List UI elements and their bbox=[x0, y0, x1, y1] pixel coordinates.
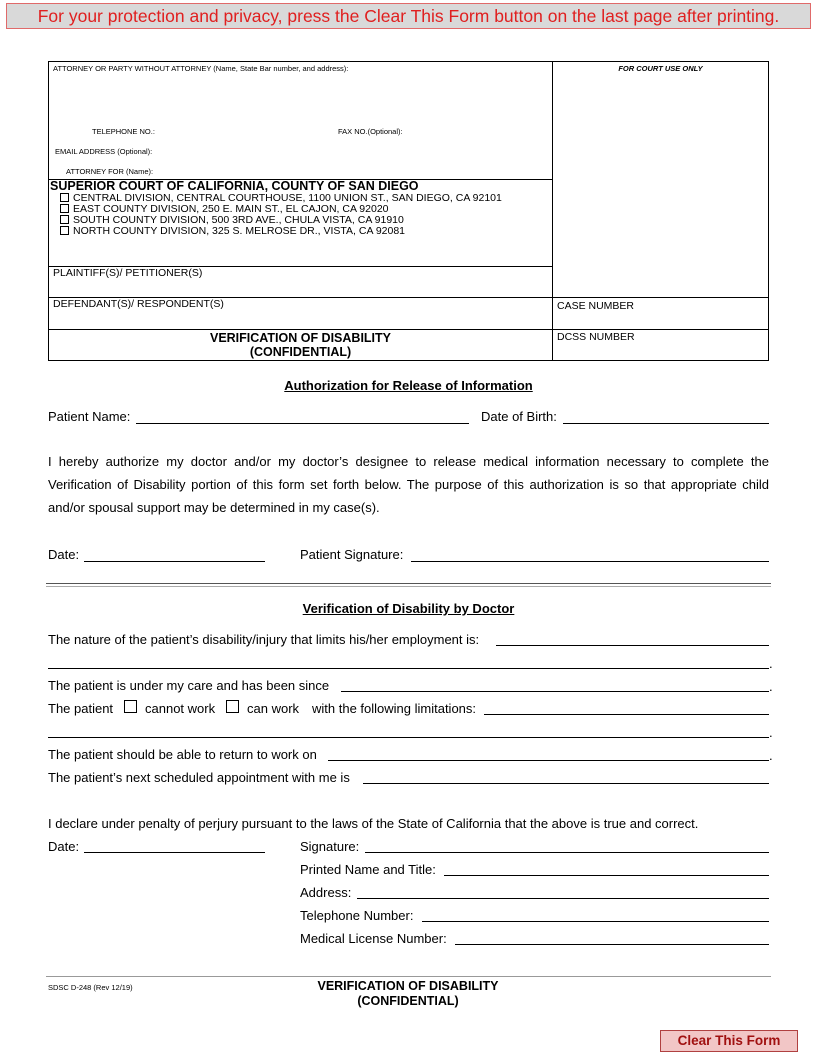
auth-date-input[interactable] bbox=[84, 561, 265, 562]
limitations-input[interactable] bbox=[484, 714, 769, 715]
nature-label: The nature of the patient’s disability/injury that limits his/her employment is: bbox=[48, 632, 480, 647]
division-south[interactable]: SOUTH COUNTY DIVISION, 500 3RD AVE., CHULA VISTA, CA 91910 bbox=[60, 215, 502, 226]
attorney-label: ATTORNEY OR PARTY WITHOUT ATTORNEY (Name, State Bar number, and address): bbox=[53, 64, 349, 73]
footer-title: VERIFICATION OF DISABILITY (CONFIDENTIAL) bbox=[317, 979, 499, 1008]
patient-name-input[interactable] bbox=[136, 423, 469, 424]
patient-signature-input[interactable] bbox=[411, 561, 769, 562]
can-work-label: can work bbox=[247, 701, 300, 716]
return-label: The patient should be able to return to work on bbox=[48, 747, 317, 762]
dob-input[interactable] bbox=[563, 423, 769, 424]
checkbox[interactable] bbox=[60, 215, 69, 224]
attorney-box[interactable] bbox=[48, 61, 553, 180]
division-north[interactable]: NORTH COUNTY DIVISION, 325 S. MELROSE DR., VISTA, CA 92081 bbox=[60, 226, 502, 237]
form-title: VERIFICATION OF DISABILITY (CONFIDENTIAL) bbox=[209, 331, 392, 359]
appointment-input[interactable] bbox=[363, 783, 769, 784]
patient-signature-label: Patient Signature: bbox=[300, 547, 404, 562]
license-input[interactable] bbox=[455, 944, 769, 945]
footer-rule bbox=[46, 976, 771, 977]
privacy-banner: For your protection and privacy, press the Clear This Form button on the last page after printing. bbox=[6, 3, 811, 29]
court-name: SUPERIOR COURT OF CALIFORNIA, COUNTY OF SAN DIEGO bbox=[50, 179, 419, 193]
patient-label: The patient bbox=[48, 701, 114, 716]
return-input[interactable] bbox=[328, 760, 769, 761]
email-label: EMAIL ADDRESS (Optional): bbox=[55, 147, 153, 156]
dcss-number-label: DCSS NUMBER bbox=[557, 331, 635, 343]
doctor-date-label: Date: bbox=[48, 839, 80, 854]
fax-label: FAX NO.(Optional): bbox=[338, 127, 403, 136]
period: . bbox=[769, 679, 773, 694]
declaration-text: I declare under penalty of perjury pursuant to the laws of the State of California that the above is true and correct. bbox=[48, 816, 699, 831]
case-number-label: CASE NUMBER bbox=[557, 300, 635, 312]
address-input[interactable] bbox=[357, 898, 769, 899]
court-use-label: FOR COURT USE ONLY bbox=[618, 64, 703, 73]
period: . bbox=[769, 725, 773, 740]
auth-date-label: Date: bbox=[48, 547, 80, 562]
division-east[interactable]: EAST COUNTY DIVISION, 250 E. MAIN ST., EL CAJON, CA 92020 bbox=[60, 204, 502, 215]
defendant-label: DEFENDANT(S)/ RESPONDENT(S) bbox=[53, 298, 224, 310]
patient-name-label: Patient Name: bbox=[48, 409, 131, 424]
printed-name-label: Printed Name and Title: bbox=[300, 862, 436, 877]
telephone-label: Telephone Number: bbox=[300, 908, 414, 923]
checkbox[interactable] bbox=[60, 226, 69, 235]
doctor-signature-label: Signature: bbox=[300, 839, 360, 854]
telephone-input[interactable] bbox=[422, 921, 769, 922]
verification-heading: Verification of Disability by Doctor bbox=[302, 601, 515, 616]
doctor-signature-input[interactable] bbox=[365, 852, 769, 853]
section-divider bbox=[46, 583, 771, 587]
can-work-checkbox[interactable] bbox=[226, 700, 239, 713]
form-code: SDSC D-248 (Rev 12/19) bbox=[48, 983, 133, 992]
printed-name-input[interactable] bbox=[444, 875, 769, 876]
limitations-label: with the following limitations: bbox=[312, 701, 477, 716]
division-list bbox=[60, 193, 502, 237]
authorization-paragraph: I hereby authorize my doctor and/or my doctor’s designee to release medical information necessary to complete the Verification of Disability portion of this form set forth below. The purpose of this authorization is so that appropriate child and/or spousal support may be determined in my case(s). bbox=[48, 454, 769, 515]
checkbox[interactable] bbox=[60, 193, 69, 202]
cannot-work-label: cannot work bbox=[145, 701, 216, 716]
clear-form-button[interactable]: Clear This Form bbox=[660, 1030, 798, 1052]
nature-input-continued[interactable] bbox=[48, 668, 769, 669]
dob-label: Date of Birth: bbox=[481, 409, 557, 424]
limitations-input-continued[interactable] bbox=[48, 737, 769, 738]
division-central[interactable]: CENTRAL DIVISION, CENTRAL COURTHOUSE, 1100 UNION ST., SAN DIEGO, CA 92101 bbox=[60, 193, 502, 204]
attorney-for-label: ATTORNEY FOR (Name): bbox=[66, 167, 154, 176]
under-care-label: The patient is under my care and has been since bbox=[48, 678, 330, 693]
address-label: Address: bbox=[300, 885, 352, 900]
court-use-box bbox=[552, 61, 769, 298]
doctor-date-input[interactable] bbox=[84, 852, 265, 853]
period: . bbox=[769, 748, 773, 763]
nature-input[interactable] bbox=[496, 645, 769, 646]
cannot-work-checkbox[interactable] bbox=[124, 700, 137, 713]
plaintiff-label: PLAINTIFF(S)/ PETITIONER(S) bbox=[53, 267, 203, 279]
appointment-label: The patient’s next scheduled appointment with me is bbox=[48, 770, 350, 785]
checkbox[interactable] bbox=[60, 204, 69, 213]
period: . bbox=[769, 656, 773, 671]
telephone-label: TELEPHONE NO.: bbox=[92, 127, 155, 136]
under-care-input[interactable] bbox=[341, 691, 769, 692]
license-label: Medical License Number: bbox=[300, 931, 447, 946]
authorization-heading: Authorization for Release of Information bbox=[284, 378, 533, 393]
